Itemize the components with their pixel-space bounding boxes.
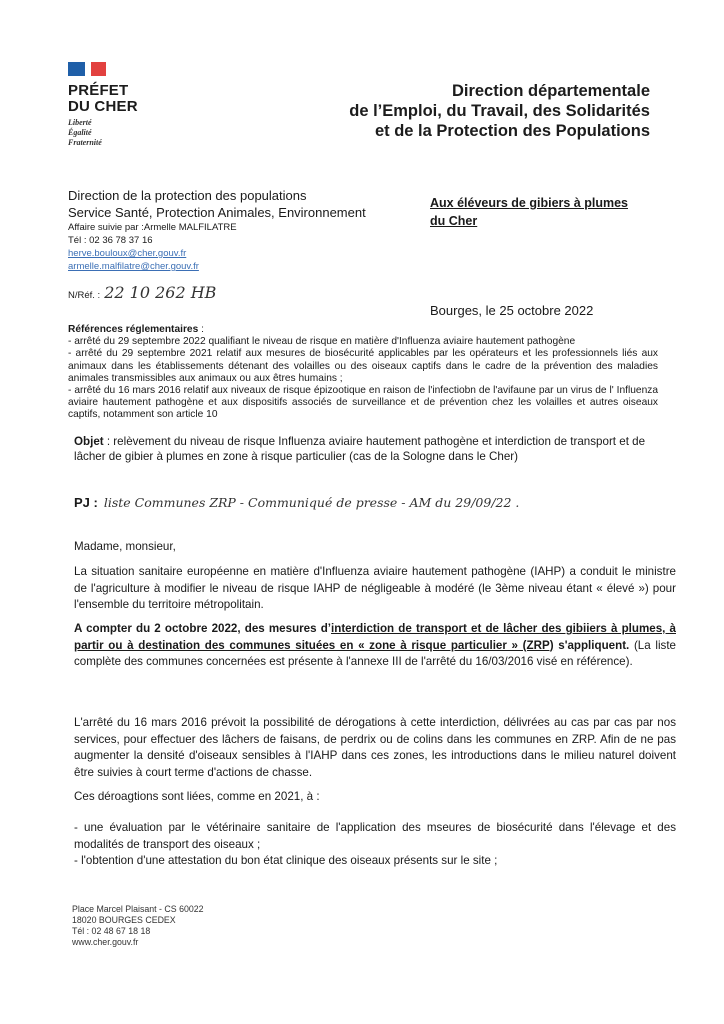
direction-line1: Direction départementale — [451, 82, 650, 100]
paragraph-situation: La situation sanitaire européenne en matière d'Influenza aviaire hautement pathogène (IAHP) a conduit le ministre de l'agriculture à modifier le niveau de risque IAHP de négligeable à modéré (le 3ème niveau étant « élevé ») pour l'ensemble du territoire métropolitain. — [74, 565, 676, 611]
p2-bold-underlined: interdiction de transport et de lâcher des gibiiers à plumes, à partir ou à destination des communes situées en « zone à risque particulier » (ZRP) — [74, 622, 676, 652]
sender-service: Service Santé, Protection Animales, Environnement — [68, 205, 366, 220]
prefet-logo-text — [68, 83, 138, 115]
direction-header — [349, 81, 650, 141]
prefet-line1: PRÉFET — [68, 82, 129, 99]
condition-item: - l'obtention d'une attestation du bon état clinique des oiseaux présents sur le site ; — [74, 854, 498, 867]
footer-website[interactable]: www.cher.gouv.fr — [72, 937, 139, 947]
p2-rest: (La liste complète des communes concernées est présente à l'annexe III de l'arrêté du 16/03/2016 visé en référence). — [74, 638, 676, 668]
footer-city: 18020 BOURGES CEDEX — [72, 915, 176, 925]
sender-affaire: Affaire suivie par :Armelle MALFILATRE — [68, 222, 237, 233]
objet-text: : relèvement du niveau de risque Influenza aviaire hautement pathogène et interdiction de transport et de lâcher de gibier à plumes en zone à risque particulier (cas de la Sologne dans le Cher) — [74, 435, 646, 463]
nref-label: N/Réf. : — [68, 290, 101, 301]
p2-bold-end: s'appliquent. — [553, 638, 630, 652]
footer-address — [72, 904, 204, 948]
pj-label: PJ : — [74, 495, 98, 510]
sender-tel: Tél : 02 36 78 37 16 — [68, 235, 153, 246]
motto-fraternite: Fraternité — [68, 138, 102, 147]
reference-item: - arrêté du 29 septembre 2021 relatif aux mesures de biosécurité applicables par les opérateurs et les professionnels liés aux animaux dans les établissements détenant des volailles ou des oiseaux captifs dans le cadre de la prévention des maladies animales transmissibles aux animaux ou aux êtres humains ; — [68, 348, 658, 384]
objet-label: Objet — [74, 435, 104, 448]
footer-street: Place Marcel Plaisant - CS 60022 — [72, 904, 204, 914]
republic-motto — [68, 118, 102, 148]
nref-handwritten-value: 22 10 262 HB — [104, 283, 217, 302]
attachments-line — [74, 495, 519, 510]
motto-egalite: Égalité — [68, 128, 92, 137]
p2-bold-start: A compter du 2 octobre 2022, des mesures d’ — [74, 622, 332, 635]
pj-handwritten-list: liste Communes ZRP - Communiqué de presse - AM du 29/09/22 . — [103, 495, 520, 510]
recipient-line2: du Cher — [430, 214, 478, 228]
motto-liberte: Liberté — [68, 118, 92, 127]
prefet-line2: DU CHER — [68, 98, 138, 115]
email-link-herve[interactable]: herve.bouloux@cher.gouv.fr — [68, 248, 187, 259]
reference-item: - arrêté du 16 mars 2016 relatif aux niveaux de risque épizootique en raison de l'infectiobn de l'avifaune par un virus de l' Influenza aviaire hautement pathogène et aux dispositifs associés de surveillance et de prévention chez les volailles et autres oiseaux captifs, notamment son article 10 — [68, 385, 658, 421]
flag-red-band — [91, 62, 106, 76]
marianne-flag-logo — [68, 62, 106, 76]
reference-item: - arrêté du 29 septembre 2022 qualifiant le niveau de risque en matière d'Influenza aviaire hautement pathogène — [68, 336, 576, 348]
paragraph-conditions-intro: Ces déroagtions sont liées, comme en 2021, à : — [74, 790, 320, 803]
condition-item: - une évaluation par le vétérinaire sanitaire de l'application des mseures de biosécurité dans l'élevage et des modalités de transport des oiseaux ; — [74, 821, 676, 851]
direction-line2: de l’Emploi, du Travail, des Solidarités — [349, 102, 650, 120]
recipient-block — [430, 194, 628, 230]
references-title-suffix: : — [198, 324, 204, 335]
sender-direction: Direction de la protection des populations — [68, 188, 307, 203]
salutation: Madame, monsieur, — [74, 540, 176, 553]
references-title: Références réglementaires — [68, 324, 199, 335]
paragraph-interdiction — [74, 621, 676, 671]
flag-blue-band — [68, 62, 85, 76]
paragraph-derogations: L'arrêté du 16 mars 2016 prévoit la possibilité de dérogations à cette interdiction, délivrées au cas par cas par nos services, pour effectuer des lâchers de faisans, de perdrix ou de colins dans les communes en ZRP. Afin de ne pas augmenter la densité d'oiseaux sensibles à l'IAHP dans ces zones, les introductions dans le milieu naturel doivent être suivies à court terme d'actions de chasse. — [74, 716, 676, 779]
letter-date: Bourges, le 25 octobre 2022 — [430, 303, 594, 318]
footer-tel: Tél : 02 48 67 18 18 — [72, 926, 151, 936]
direction-line3: et de la Protection des Populations — [374, 122, 650, 140]
recipient-line1: Aux éléveurs de gibiers à plumes — [430, 196, 628, 210]
reference-number — [68, 283, 216, 302]
email-link-armelle[interactable]: armelle.malfilatre@cher.gouv.fr — [68, 261, 199, 272]
regulatory-references — [68, 324, 658, 422]
letter-subject — [74, 434, 674, 464]
conditions-list — [74, 820, 676, 870]
sender-block — [68, 187, 366, 273]
